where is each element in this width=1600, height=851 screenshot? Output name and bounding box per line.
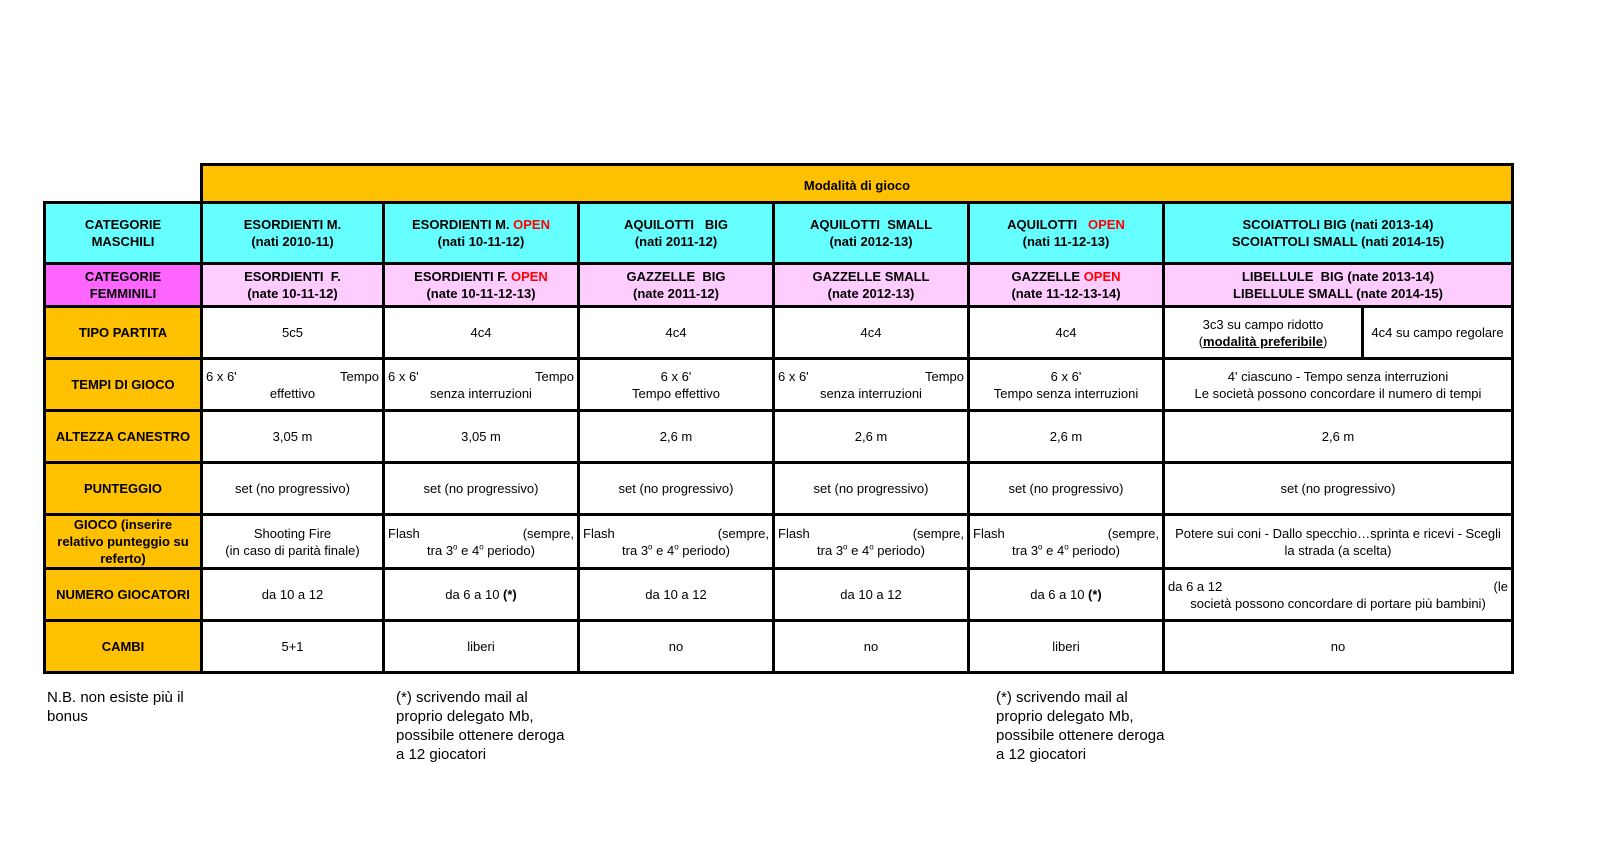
table-cell: da 10 a 12: [774, 569, 969, 621]
table-cell: 6 x 6' Tempo effettivo: [202, 359, 384, 411]
tempi-label: TEMPI DI GIOCO: [45, 359, 202, 411]
male-categories-label: CATEGORIE MASCHILI: [45, 203, 202, 264]
table-cell: set (no progressivo): [969, 463, 1164, 515]
altezza-row: [45, 411, 1513, 463]
table-cell: Flash (sempre, tra 3$^o$ e 4$^o$ periodo): [579, 515, 774, 569]
tipo-partita-row: [45, 307, 1513, 359]
table-cell: 4c4: [579, 307, 774, 359]
male-category-cell: ESORDIENTI M. OPEN (nati 10-11-12): [384, 203, 579, 264]
table-cell: 2,6 m: [774, 411, 969, 463]
altezza-label: ALTEZZA CANESTRO: [45, 411, 202, 463]
table-cell: no: [774, 621, 969, 673]
table-cell: Flash (sempre, tra 3$^o$ e 4$^o$ periodo): [384, 515, 579, 569]
corner-blank: [45, 165, 202, 203]
table-cell: Shooting Fire (in caso di parità finale): [202, 515, 384, 569]
rules-table: [43, 163, 1514, 674]
table-cell: Potere sui coni - Dallo specchio…sprinta e ricevi - Scegli la strada (a scelta): [1164, 515, 1513, 569]
female-category-cell: GAZZELLE BIG (nate 2011-12): [579, 264, 774, 307]
tempi-row: [45, 359, 1513, 411]
table-cell: set (no progressivo): [384, 463, 579, 515]
table-cell: set (no progressivo): [579, 463, 774, 515]
gioco-label: GIOCO (inserire relativo punteggio su referto): [45, 515, 202, 569]
nb-note: N.B. non esiste più il bonus: [47, 689, 184, 725]
table-cell: Flash (sempre, tra 3$^o$ e 4$^o$ periodo): [969, 515, 1164, 569]
table-cell: 5+1: [202, 621, 384, 673]
table-cell: 2,6 m: [579, 411, 774, 463]
table-cell: no: [1164, 621, 1513, 673]
male-category-cell: AQUILOTTI SMALL (nati 2012-13): [774, 203, 969, 264]
gioco-row: [45, 515, 1513, 569]
male-category-cell: SCOIATTOLI BIG (nati 2013-14) SCOIATTOLI SMALL (nati 2014-15): [1164, 203, 1513, 264]
female-categories-row: [45, 264, 1513, 307]
table-cell: 5c5: [202, 307, 384, 359]
table-cell: no: [579, 621, 774, 673]
table-cell: 4c4: [384, 307, 579, 359]
table-cell: 3c3 su campo ridotto (modalità preferibile): [1164, 307, 1363, 359]
table-cell: 2,6 m: [1164, 411, 1513, 463]
cambi-label: CAMBI: [45, 621, 202, 673]
table-cell: da 6 a 10 (*): [384, 569, 579, 621]
table-cell: 6 x 6' Tempo senza interruzioni: [774, 359, 969, 411]
table-cell: set (no progressivo): [774, 463, 969, 515]
punteggio-row: [45, 463, 1513, 515]
table-cell: 6 x 6' Tempo senza interruzioni: [969, 359, 1164, 411]
female-category-cell: GAZZELLE SMALL (nate 2012-13): [774, 264, 969, 307]
male-categories-row: [45, 203, 1513, 264]
table-cell: da 6 a 10 (*): [969, 569, 1164, 621]
table-cell: set (no progressivo): [1164, 463, 1513, 515]
table-cell: 3,05 m: [384, 411, 579, 463]
punteggio-label: PUNTEGGIO: [45, 463, 202, 515]
table-cell: 2,6 m: [969, 411, 1164, 463]
female-category-cell: GAZZELLE OPEN (nate 11-12-13-14): [969, 264, 1164, 307]
cambi-row: [45, 621, 1513, 673]
female-categories-label: CATEGORIE FEMMINILI: [45, 264, 202, 307]
table-cell: 4' ciascuno - Tempo senza interruzioni Le società possono concordare il numero di tempi: [1164, 359, 1513, 411]
deroga-note: (*) scrivendo mail al proprio delegato Mb, possibile ottenere deroga a 12 giocatori: [996, 689, 1165, 763]
table-cell: 4c4: [969, 307, 1164, 359]
female-category-cell: LIBELLULE BIG (nate 2013-14) LIBELLULE SMALL (nate 2014-15): [1164, 264, 1513, 307]
table-cell: Flash (sempre, tra 3$^o$ e 4$^o$ periodo): [774, 515, 969, 569]
female-category-cell: ESORDIENTI F. (nate 10-11-12): [202, 264, 384, 307]
table-cell: da 6 a 12 (le società possono concordare di portare più bambini): [1164, 569, 1513, 621]
tipo-partita-label: TIPO PARTITA: [45, 307, 202, 359]
table-cell: 3,05 m: [202, 411, 384, 463]
male-category-cell: AQUILOTTI OPEN (nati 11-12-13): [969, 203, 1164, 264]
table-cell: da 10 a 12: [579, 569, 774, 621]
table-cell: 4c4: [774, 307, 969, 359]
table-cell: set (no progressivo): [202, 463, 384, 515]
table-cell: 6 x 6' Tempo senza interruzioni: [384, 359, 579, 411]
table-cell: 6 x 6' Tempo effettivo: [579, 359, 774, 411]
male-category-cell: ESORDIENTI M. (nati 2010-11): [202, 203, 384, 264]
numero-row: [45, 569, 1513, 621]
table-cell: da 10 a 12: [202, 569, 384, 621]
rules-sheet: [43, 163, 1514, 674]
page-title: Modalità di gioco: [202, 165, 1513, 203]
numero-label: NUMERO GIOCATORI: [45, 569, 202, 621]
table-cell: 4c4 su campo regolare: [1363, 307, 1513, 359]
table-cell: liberi: [969, 621, 1164, 673]
title-row: [45, 165, 1513, 203]
male-category-cell: AQUILOTTI BIG (nati 2011-12): [579, 203, 774, 264]
deroga-note: (*) scrivendo mail al proprio delegato Mb, possibile ottenere deroga a 12 giocatori: [396, 689, 565, 763]
female-category-cell: ESORDIENTI F. OPEN (nate 10-11-12-13): [384, 264, 579, 307]
table-cell: liberi: [384, 621, 579, 673]
